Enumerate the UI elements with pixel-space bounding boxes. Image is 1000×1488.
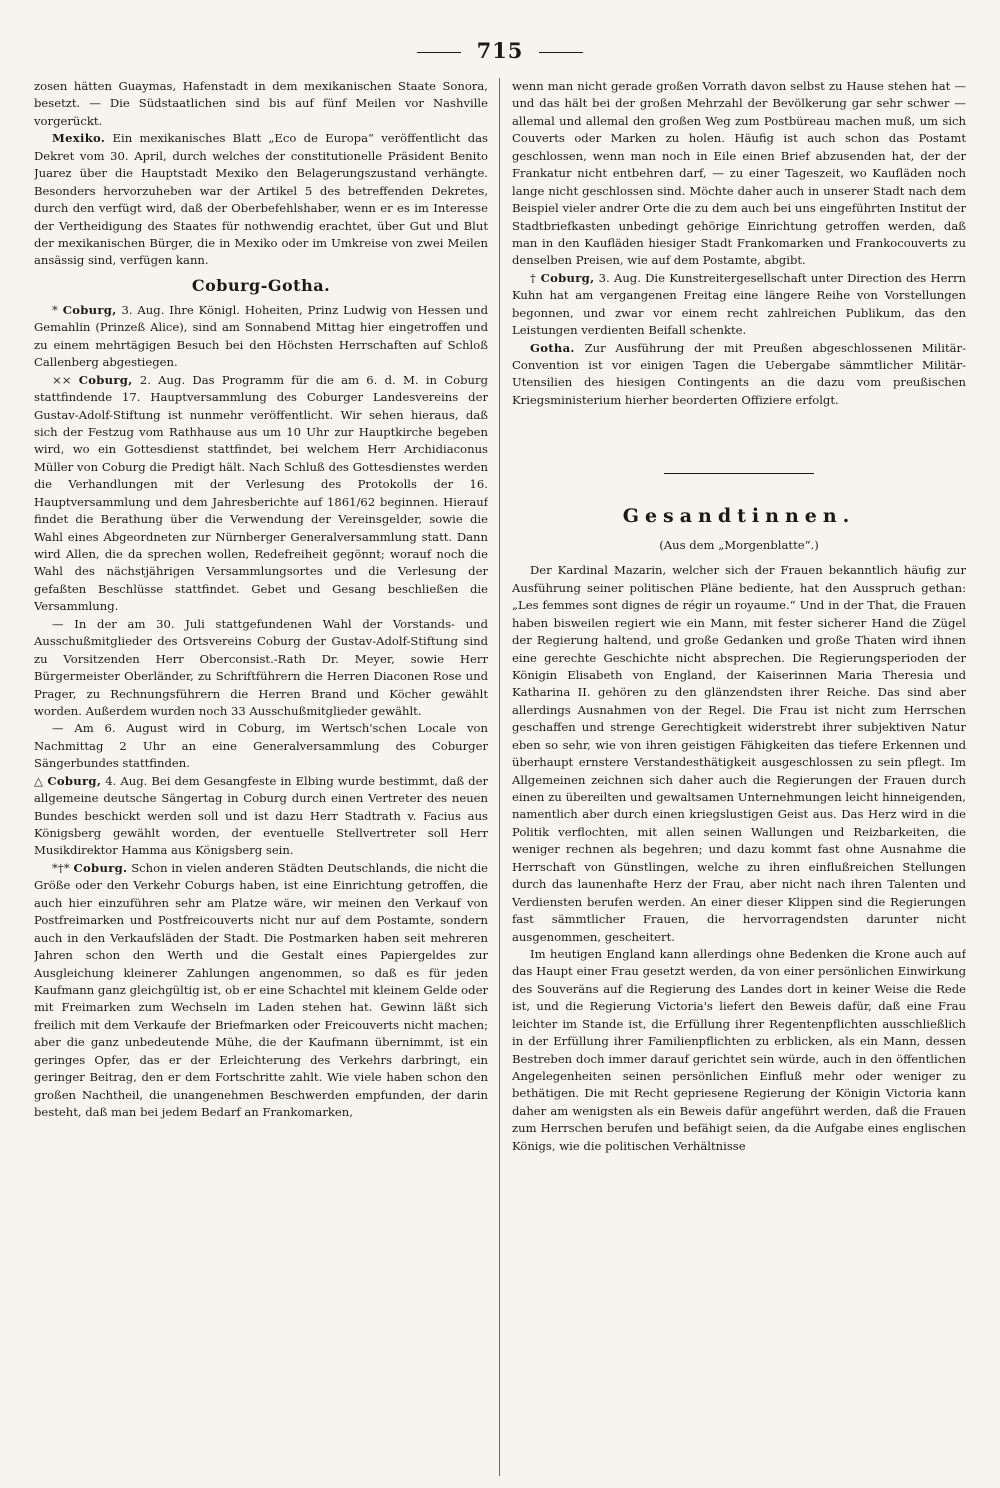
news-item-coburg-1: * Coburg, 3. Aug. Ihre Königl. Hoheiten, Prinz Ludwig von Hessen und Gemahlin (Prinzeß Alice), sind am Sonnabend Mittag hier eingetroffen und zu einem mehrtägigen Besuch bei den Höchsten Herrschaften auf Schloß Callenberg abgestiegen. xyxy=(34,302,488,370)
dateline-place: Coburg. xyxy=(73,860,128,875)
news-item-coburg-5: △ Coburg, 4. Aug. Bei dem Gesangfeste in Elbing wurde bestimmt, daß der allgemeine deutsche Sängertag in Coburg durch einen Vertreter des neuen Bundes beschickt werden soll und ist dazu Herr Stadtrath v. Facius aus Königsberg gewählt worden, der eventuelle Stellvertreter soll Herr Musikdirektor Hamma aus Königsberg sein. xyxy=(34,773,488,858)
page-number: 715 xyxy=(476,38,524,63)
item-marker: *†* xyxy=(52,860,74,875)
news-item-coburg-4: — Am 6. August wird in Coburg, im Wertsch'schen Locale von Nachmittag 2 Uhr an eine Generalversammlung des Coburger Sängerbundes stattfinden. xyxy=(34,721,488,771)
header-rule-right xyxy=(539,52,583,53)
left-column xyxy=(34,78,488,1476)
dateline-place: Mexiko. xyxy=(52,131,106,146)
item-marker: † xyxy=(530,270,541,285)
dateline-place: Gotha. xyxy=(530,340,575,355)
news-item-coburg-6: *†* Coburg. Schon in vielen anderen Städten Deutschlands, die nicht die Größe oder den Verkehr Coburgs haben, ist eine Einrichtung getroffen, die auch hier einzuführen sehr am Platze wäre, wir meinen den Verkauf von Postfreimarken und Postfreicouverts nicht nur auf dem Postamte, sondern auch in den Verkaufsläden der Stadt. Die Postmarken haben seit mehreren Jahren schon den Werth und die Gestalt eines Papiergeldes zur Ausgleichung kleinerer Zahlungen angenommen, so daß es für jeden Kaufmann ganz gleichgültig ist, ob er eine Schachtel mit kleinem Gelde oder mit Freimarken zum Wechseln im Laden stehen hat. Gewinn läßt sich freilich mit dem Verkaufe der Briefmarken oder Freicouverts nicht machen; aber die ganz unbedeutende Mühe, die der Kaufmann übernimmt, ist ein geringes Opfer, das er der Erleichterung des Verkehrs darbringt, ein geringer Beitrag, den er dem Fortschritte zahlt. Wie viele haben schon den großen Nachtheil, die unangenehmen Beschwerden empfunden, der darin besteht, daß man bei jedem Bedarf an Frankomarken, xyxy=(34,860,488,1120)
article-separator xyxy=(664,473,814,474)
column-divider xyxy=(499,78,500,1476)
item-marker: ×× xyxy=(52,372,79,387)
paragraph: wenn man nicht gerade großen Vorrath davon selbst zu Hause stehen hat — und das hält bei der großen Mehrzahl der Bevölkerung gar sehr schwer — allemal und allemal den großen Weg zum Postbüreau machen muß, um sich Couverts oder Marken zu holen. Häufig ist auch schon das Postamt geschlossen, wenn man noch in Eile einen Brief abzusenden hat, der der Frankatur nicht entbehren darf, — zu einer Tageszeit, wo Kaufläden noch lange nicht geschlossen sind. Möchte daher auch in unserer Stadt nach dem Beispiel vieler andrer Orte die zu dem auch bei uns eingeführten Institut der Stadtbriefkasten unbedingt gehörige Einrichtung getroffen werden, daß man in den Kaufläden hiesiger Stadt Frankomarken und Frankocouverts zu denselben Preisen, wie auf dem Postamte, abgibt. xyxy=(512,79,966,268)
article-paragraph: Der Kardinal Mazarin, welcher sich der Frauen bekanntlich häufig zur Ausführung seiner politischen Pläne bediente, hat den Ausspruch gethan: „Les femmes sont dignes de régir un royaume.“ Und in der That, die Frauen haben bisweilen regiert wie ein Mann, mit fester sicherer Hand die Zügel der Regierung haltend, und große Gedanken und große Thaten wird ihnen eine gerechte Geschichte nicht absprechen. Die Regierungsperioden der Königin Elisabeth von England, der Kaiserinnen Maria Theresia und Katharina II. gehören zu den glänzendsten ihrer Reiche. Das sind aber allerdings Ausnahmen von der Regel. Die Frau ist nicht zum Herrschen geschaffen und strenge Gerechtigkeit widerstrebt ihrer subjektiven Natur eben so sehr, wie von ihren geistigen Fähigkeiten das tiefere Erkennen und überhaupt ernstere Verstandesthätigkeit ausgeschlossen zu sein pflegt. Im Allgemeinen zeichnen sich daher auch die Regierungen der Frauen durch einen zu übereilten und gewaltsamen Unternehmungen leicht hinneigenden, namentlich aber durch einen kriegslustigen Geist aus. Das Herz wird in die Politik verflochten, mit allen seinen Wallungen und Reizbarkeiten, die weniger rechnen als begehren; und dazu kommt fast ohne Ausnahme die Herrschaft von Günstlingen, welche zu ihren einflußreichen Stellungen durch das launenhafte Herz der Frau, aber nicht nach ihren Talenten und Verdiensten berufen werden. An einer dieser Klippen sind die Regierungen fast sämmtlicher Frauen, die hervorragendsten darunter nicht ausgenommen, gescheitert. xyxy=(512,563,966,944)
page-header xyxy=(0,38,1000,63)
header-rule-left xyxy=(417,52,461,53)
article-title: Gesandtinnen. xyxy=(622,505,856,528)
dateline-place: Coburg, xyxy=(47,773,102,788)
paragraph: zosen hätten Guaymas, Hafenstadt in dem mexikanischen Staate Sonora, besetzt. — Die Südstaatlichen sind bis auf fünf Meilen vor Nashville vorgerückt. xyxy=(34,79,488,128)
news-item-coburg-2: ×× Coburg, 2. Aug. Das Programm für die am 6. d. M. in Coburg stattfindende 17. Hauptversammlung des Coburger Landesvereins der Gustav-Adolf-Stiftung ist nunmehr veröffentlicht. Wir sehen hieraus, daß sich der Festzug vom Rathhause aus um 10 Uhr zur Hauptkirche begeben wird, wo ein Gottesdienst stattfindet, bei welchem Herr Archidiaconus Müller von Coburg die Predigt hält. Nach Schluß des Gottesdienstes werden die Verhandlungen mit der Verlesung des Protokolls der 16. Hauptversammlung und dem Jahresberichte auf 1861/62 beginnen. Hierauf findet die Berathung über die Verwendung der Vereinsgelder, sowie die Wahl eines Abgeordneten zur Nürnberger Generalversammlung statt. Dann wird Allen, die da sprechen wollen, Redefreiheit gegönnt; worauf noch die Wahl des nächstjährigen Versammlungsortes und die Verlesung der gefaßten Beschlüsse stattfindet. Gebet und Gesang beschließen die Versammlung. xyxy=(34,372,488,614)
dateline-place: Coburg, xyxy=(62,302,117,317)
article-paragraph: Im heutigen England kann allerdings ohne Bedenken die Krone auch auf das Haupt einer Frau gesetzt werden, da von einer persönlichen Einwirkung des Souveräns auf die Regierung des Landes dort in keiner Weise die Rede ist, und die Regierung Victoria's liefert den Beweis dafür, daß eine Frau leichter im Stande ist, die Erfüllung ihrer Regentenpflichten ausschließlich in der Erfüllung ihrer Familienpflichten zu erblicken, als ein Mann, dessen Bestreben doch immer darauf gerichtet sein würde, auch in den öffentlichen Angelegenheiten seinen persönlichen Einfluß mehr oder weniger zu bethätigen. Die mit Recht gepriesene Regierung der Königin Victoria kann daher am wenigsten als ein Beweis dafür angeführt werden, daß die Frauen zum Herrschen berufen und befähigt seien, da die Aufgabe eines englischen Königs, wie die politischen Verhältnisse xyxy=(512,946,966,1153)
news-item-coburg-7: † Coburg, 3. Aug. Die Kunstreitergesellschaft unter Direction des Herrn Kuhn hat am vergangenen Freitag eine längere Reihe von Vorstellungen begonnen, und zwar vor einem recht zahlreichen Publikum, das den Leistungen verdienten Beifall schenkte. xyxy=(512,270,966,338)
news-item-coburg-3: — In der am 30. Juli stattgefundenen Wahl der Vorstands- und Ausschußmitglieder des Ortsvereins Coburg der Gustav-Adolf-Stiftung sind zu Vorsitzenden Herr Oberconsist.-Rath Dr. Meyer, sowie Herr Bürgermeister Oberländer, zu Schriftführern die Herren Diaconen Rose und Prager, zu Rechnungsführern die Herren Brand und Köcher gewählt worden. Außerdem wurden noch 33 Ausschußmitglieder gewählt. xyxy=(34,616,488,718)
item-marker: △ xyxy=(34,773,48,788)
right-column xyxy=(512,78,966,1476)
dateline-place: Coburg, xyxy=(78,372,133,387)
dateline-place: Coburg, xyxy=(540,270,595,285)
news-item-mexiko: Mexiko. Ein mexikanisches Blatt „Eco de Europa“ veröffentlicht das Dekret vom 30. April, durch welches der constitutionelle Präsident Benito Juarez über die Hauptstadt Mexiko den Belagerungszustand verhängte. Besonders hervorzuheben war der Artikel 5 des betreffenden Dekretes, durch den verfügt wird, daß der Oberbefehlshaber, wenn er es im Interesse der Vertheidigung des Staates für nothwendig erachtet, über Gut und Blut der mexikanischen Bürger, die in Mexiko oder im Umkreise von zwei Meilen ansässig sind, verfügen kann. xyxy=(34,131,488,268)
item-marker: * xyxy=(52,302,58,317)
news-item-gotha: Gotha. Zur Ausführung der mit Preußen abgeschlossenen Militär-Convention ist vor einigen Tagen die Uebergabe sämmtlicher Militär-Utensilien des hiesigen Contingents an die dazu vom preußischen Kriegsministerium hierher beorderten Offiziere erfolgt. xyxy=(512,340,966,407)
section-heading: Coburg-Gotha. xyxy=(191,275,331,295)
article-source: (Aus dem „Morgenblatte“.) xyxy=(659,537,819,552)
